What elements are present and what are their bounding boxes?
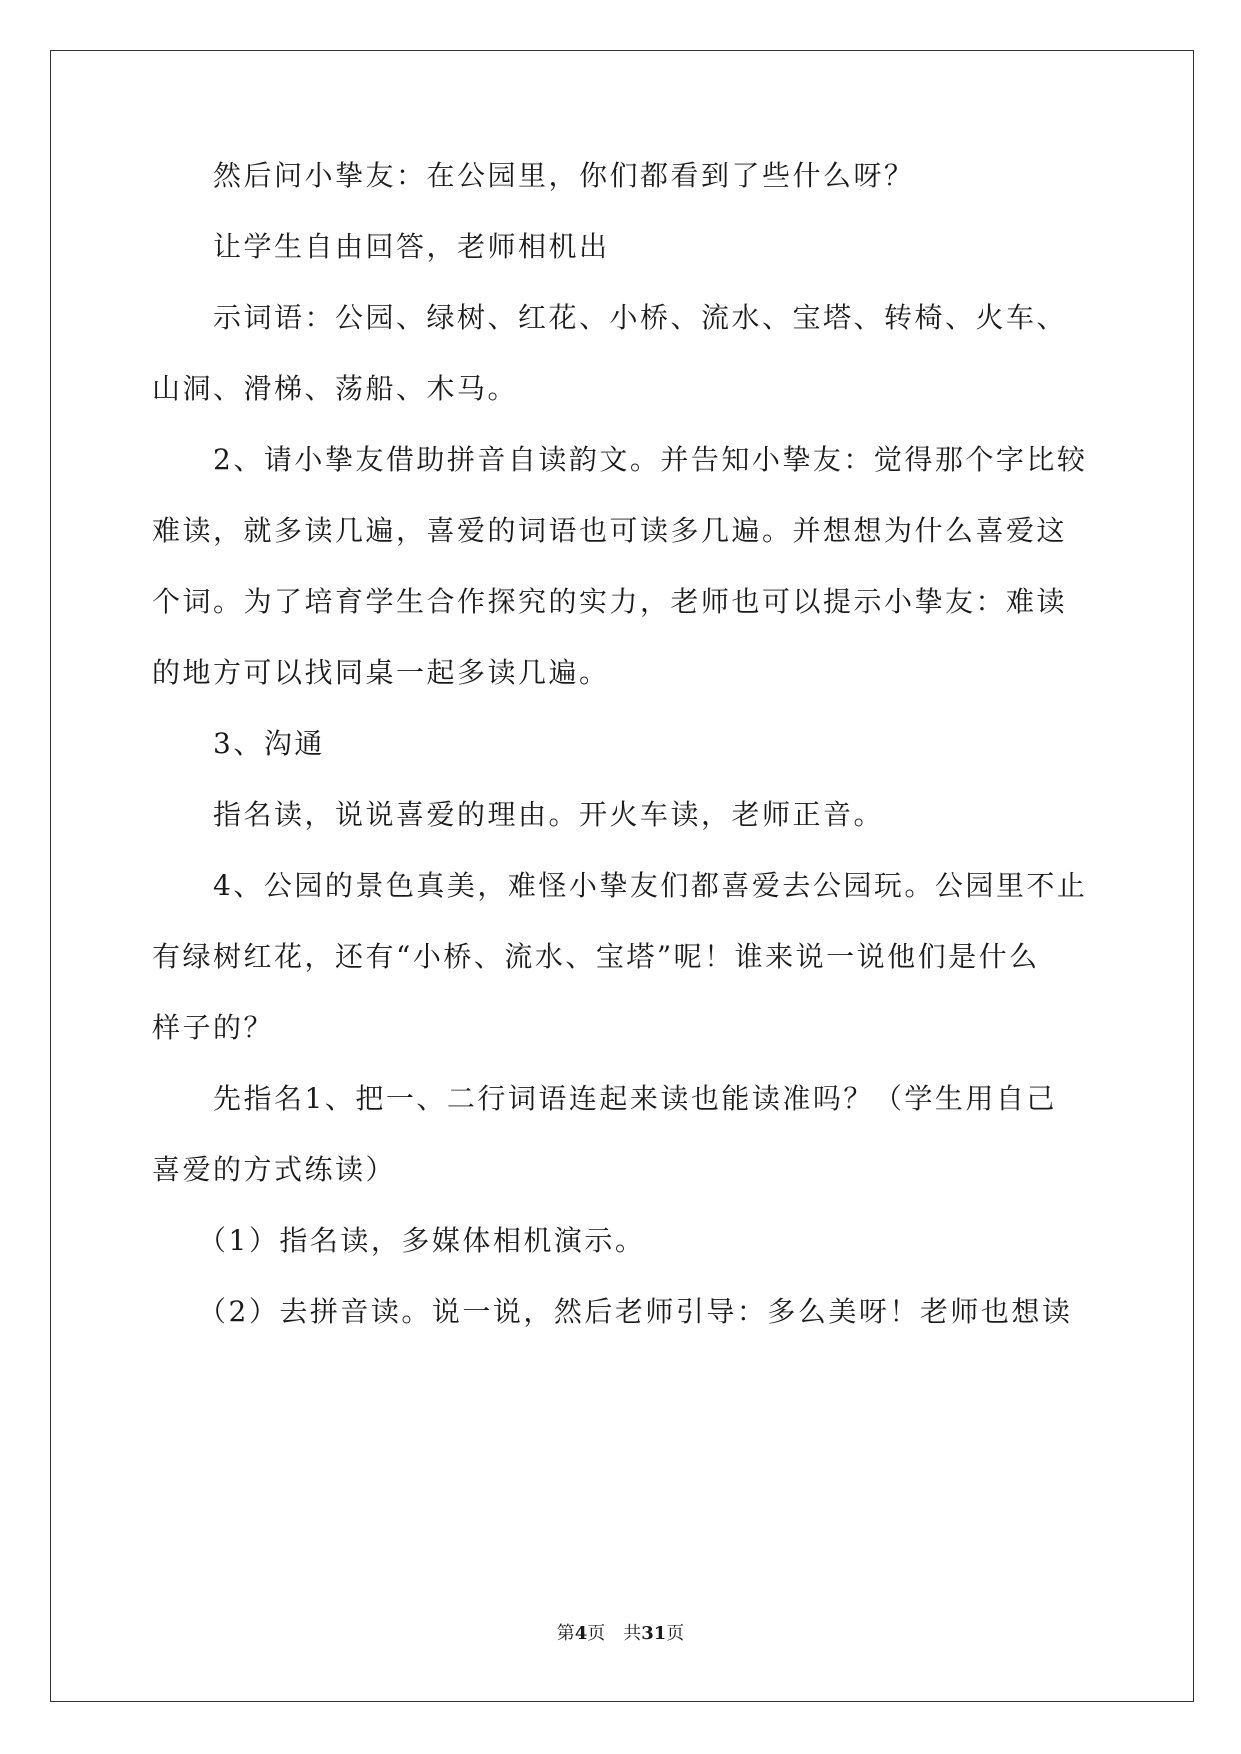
paragraph-line: （1）指名读，多媒体相机演示。 (198, 1224, 646, 1257)
paragraph-line: 让学生自由回答，老师相机出 (213, 230, 610, 263)
paragraph-line: 2、请小挚友借助拼音自读韵文。并告知小挚友：觉得那个字比较 (213, 443, 1088, 476)
paragraph-line: 难读，就多读几遍，喜爱的词语也可读多几遍。并想想为什么喜爱这 (152, 514, 1068, 547)
paragraph-line: 然后问小挚友：在公园里，你们都看到了些什么呀？ (213, 159, 915, 192)
paragraph-line: 的地方可以找同桌一起多读几遍。 (152, 656, 610, 689)
paragraph-line: 山洞、滑梯、荡船、木马。 (152, 372, 519, 405)
paragraph-line: （2）去拼音读。说一说，然后老师引导：多么美呀！老师也想读 (198, 1295, 1073, 1328)
footer-suffix: 页 (666, 1623, 685, 1644)
paragraph-line: 个词。为了培育学生合作探究的实力，老师也可以提示小挚友：难读 (152, 585, 1068, 618)
paragraph-line: 4、公园的景色真美，难怪小挚友们都喜爱去公园玩。公园里不止 (213, 869, 1088, 902)
total-page-number: 31 (641, 1623, 667, 1644)
page-footer (0, 1622, 1241, 1646)
paragraph-line: 指名读，说说喜爱的理由。开火车读，老师正音。 (213, 798, 885, 831)
paragraph-line: 有绿树红花，还有“小桥、流水、宝塔”呢！谁来说一说他们是什么 (152, 940, 1040, 973)
paragraph-line: 喜爱的方式练读） (152, 1153, 397, 1186)
paragraph-line: 示词语：公园、绿树、红花、小桥、流水、宝塔、转椅、火车、 (213, 301, 1068, 334)
paragraph-line: 3、沟通 (213, 727, 325, 760)
footer-mid: 页 共 (587, 1623, 642, 1644)
paragraph-line: 先指名1、把一、二行词语连起来读也能读准吗？（学生用自己 (213, 1082, 1057, 1115)
footer-prefix: 第 (556, 1623, 575, 1644)
current-page-number: 4 (574, 1623, 588, 1644)
paragraph-line: 样子的？ (152, 1011, 275, 1044)
